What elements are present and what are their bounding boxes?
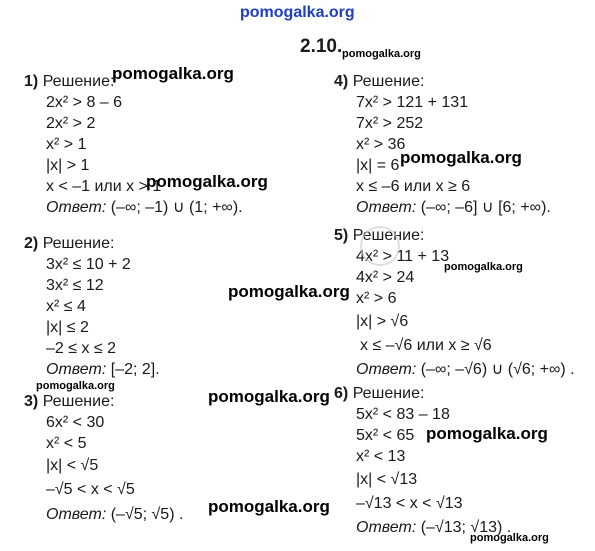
answer-label: Ответ: [356, 519, 417, 536]
problem-line: 7x² > 121 + 131 [356, 94, 469, 111]
watermark: pomogalka.org [208, 497, 330, 516]
problem-line: x ≤ –6 или x ≥ 6 [356, 178, 471, 195]
watermark: pomogalka.org [400, 148, 522, 167]
problem-line: Решение: [42, 73, 115, 90]
watermark: pomogalka.org [470, 532, 549, 544]
watermark: pomogalka.org [426, 424, 548, 443]
problem-line: |x| < √5 [46, 457, 99, 474]
problem-line: 4x² > 11 + 13 [356, 248, 450, 265]
problem-line: 7x² > 252 [356, 115, 424, 132]
answer-label: Ответ: [46, 361, 107, 378]
problem-line: |x| ≤ 2 [46, 319, 89, 336]
problem-number: 4) [334, 73, 349, 90]
problem-line: x² < 13 [356, 448, 406, 465]
problem-line: –√13 < x < √13 [356, 495, 463, 512]
answer-value: (–√5; √5) . [110, 506, 184, 523]
watermark: pomogalka.org [146, 172, 268, 191]
problem-line: x < –1 или x > 1 [46, 178, 162, 195]
problem-line: Решение: [352, 227, 425, 244]
problem-number: 5) [334, 227, 349, 244]
watermark: pomogalka.org [444, 261, 523, 273]
problem-line: x² > 36 [356, 136, 406, 153]
problem-number: 3) [24, 393, 39, 410]
problem-line: x² < 5 [46, 435, 87, 452]
problem-line: x² ≤ 4 [46, 298, 86, 315]
problem-line: 5x² < 83 – 18 [356, 406, 450, 423]
problem-line: x² > 1 [46, 136, 87, 153]
problem-line: x ≤ –√6 или x ≥ √6 [360, 337, 492, 354]
problem-line: 5x² < 65 [356, 427, 415, 444]
problem-line: 2x² > 2 [46, 115, 96, 132]
watermark-top: pomogalka.org [240, 4, 355, 21]
answer-label: Ответ: [46, 199, 107, 216]
answer-label: Ответ: [356, 361, 417, 378]
problem-line: Решение: [352, 385, 425, 402]
answer-value: (–∞; –6] ∪ [6; +∞). [420, 199, 551, 216]
problem-line: Решение: [42, 393, 115, 410]
problem-line: |x| > √6 [356, 313, 409, 330]
problem-line: 6x² < 30 [46, 414, 105, 431]
problem-line: |x| > 1 [46, 157, 90, 174]
watermark: pomogalka.org [228, 282, 350, 301]
answer-value: (–√13; √13) . [420, 519, 512, 536]
problem-line: |x| < √13 [356, 471, 418, 488]
watermark: pomogalka.org [342, 48, 421, 60]
answer-value: [–2; 2]. [110, 361, 160, 378]
problem-line: 4x² > 24 [356, 269, 415, 286]
answer-value: (–∞; –1) ∪ (1; +∞). [110, 199, 243, 216]
problem-number: 1) [24, 73, 39, 90]
problem-number: 2) [24, 235, 39, 252]
problem-line: |x| = 6 [356, 157, 400, 174]
problem-line: Решение: [352, 73, 425, 90]
problem-line: –2 ≤ x ≤ 2 [46, 340, 117, 357]
watermark: pomogalka.org [208, 387, 330, 406]
problem-line: x² > 6 [356, 290, 397, 307]
answer-label: Ответ: [46, 506, 107, 523]
watermark: pomogalka.org [112, 64, 234, 83]
exercise-heading: 2.10. [300, 36, 343, 57]
problem-number: 6) [334, 385, 349, 402]
answer-value: (–∞; –√6) ∪ (√6; +∞) . [420, 361, 575, 378]
problem-line: –√5 < x < √5 [46, 481, 135, 498]
answer-label: Ответ: [356, 199, 417, 216]
problem-line: 2x² > 8 – 6 [46, 94, 123, 111]
problem-line: 3x² ≤ 10 + 2 [46, 256, 131, 273]
problem-line: Решение: [42, 235, 115, 252]
problem-line: 3x² ≤ 12 [46, 277, 104, 294]
watermark: pomogalka.org [36, 380, 115, 392]
